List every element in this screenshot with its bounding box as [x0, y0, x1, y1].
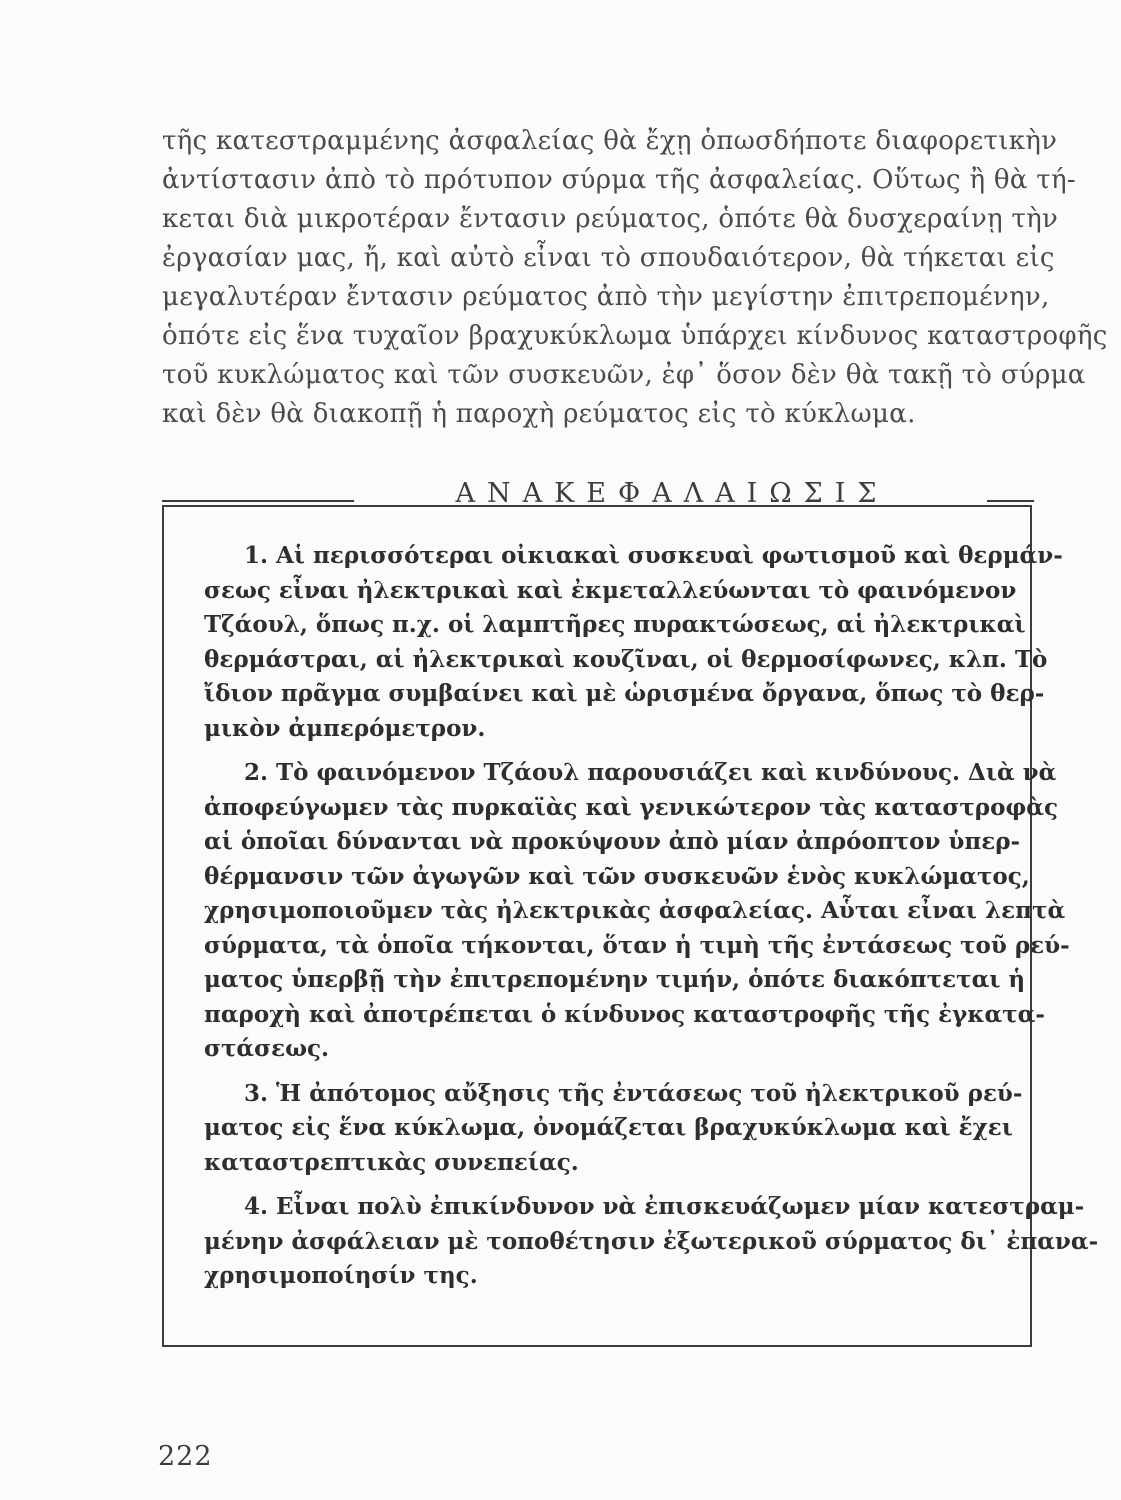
summary-item-1: [204, 539, 1063, 746]
intro-line-text: ὁπότε εἰς ἕνα τυχαῖον βραχυκύκλωμα ὑπάρχει κίνδυνος καταστροφῆς: [162, 321, 1108, 351]
summary-item-line: ἴδιον πρᾶγμα συμβαίνει καὶ μὲ ὡρισμένα ὄργανα, ὅπως τὸ θερ-: [204, 680, 1045, 707]
intro-line: [162, 200, 1059, 239]
summary-item-line: μένην ἀσφάλειαν μὲ τοποθέτησιν ἐξωτερικοῦ σύρματος δι᾽ ἐπανα-: [204, 1227, 1099, 1255]
heading-rule-right: [987, 500, 1034, 502]
summary-item-line: Τζάουλ, ὅπως π.χ. οἱ λαμπτῆρες πυρακτώσεως, αἱ ἠλεκτρικαὶ: [204, 611, 1026, 638]
summary-item-line: σύρματα, τὰ ὁποῖα τήκονται, ὅταν ἡ τιμὴ τῆς ἐντάσεως τοῦ ρεύ-: [204, 931, 1070, 959]
summary-item-line: θέρμανσιν τῶν ἀγωγῶν καὶ τῶν συσκευῶν ἑνὸς κυκλώματος,: [204, 862, 1030, 890]
summary-item-3: [204, 1077, 1023, 1181]
summary-item-line: ἀποφεύγωμεν τὰς πυρκαϊὰς καὶ γενικώτερον τὰς καταστροφὰς: [204, 793, 1058, 821]
summary-item-line: καταστρεπτικὰς συνεπείας.: [204, 1148, 579, 1176]
intro-line: [162, 317, 1108, 356]
summary-item-line: μικὸν ἀμπερόμετρον.: [204, 714, 486, 742]
summary-item-line: παροχὴ καὶ ἀποτρέπεται ὁ κίνδυνος καταστροφῆς τῆς ἐγκατα-: [204, 1000, 1045, 1028]
summary-item-line: στάσεως.: [204, 1035, 329, 1062]
intro-line-text: ἀντίστασιν ἀπὸ τὸ πρότυπον σύρμα τῆς ἀσφαλείας. Οὕτως ἢ θὰ τή-: [162, 165, 1076, 195]
summary-item-4: [204, 1190, 1099, 1294]
summary-item-line: 4. Εἶναι πολὺ ἐπικίνδυνον νὰ ἐπισκευάζωμεν μίαν κατεστραμ-: [244, 1193, 1085, 1220]
intro-line-text: κεται διὰ μικροτέραν ἔντασιν ρεύματος, ὁπότε θὰ δυσχεραίνῃ τὴν: [162, 204, 1059, 234]
intro-line: [162, 239, 1055, 278]
intro-line-text: ἐργασίαν μας, ἤ, καὶ αὐτὸ εἶναι τὸ σπουδαιότερον, θὰ τήκεται εἰς: [162, 243, 1055, 273]
intro-paragraph: [162, 122, 1108, 434]
heading-rule-left: [162, 500, 354, 502]
summary-box: [162, 505, 1099, 1347]
intro-line-text: μεγαλυτέραν ἔντασιν ρεύματος ἀπὸ τὴν μεγίστην ἐπιτρεπομένην,: [162, 282, 1050, 312]
summary-item-line: χρησιμοποίησίν της.: [204, 1262, 478, 1289]
summary-item-line: ματος ὑπερβῇ τὴν ἐπιτρεπομένην τιμήν, ὁπότε διακόπτεται ἡ: [204, 966, 1026, 993]
summary-item-line: 3. Ἡ ἀπότομος αὔξησις τῆς ἐντάσεως τοῦ ἠλεκτρικοῦ ρεύ-: [244, 1079, 1023, 1107]
summary-item-line: αἱ ὁποῖαι δύνανται νὰ προκύψουν ἀπὸ μίαν ἀπρόοπτον ὑπερ-: [204, 828, 1021, 855]
summary-items: [204, 539, 1099, 1304]
intro-line: [162, 395, 1032, 434]
page-number: 222: [158, 1441, 213, 1472]
summary-item-2: [204, 756, 1070, 1067]
summary-item-line: 1. Αἱ περισσότεραι οἰκιακαὶ συσκευαὶ φωτισμοῦ καὶ θερμάν-: [244, 542, 1063, 569]
intro-line: [162, 356, 1086, 395]
summary-item-line: σεως εἶναι ἠλεκτρικαὶ καὶ ἐκμεταλλεύωνται τὸ φαινόμενον: [204, 576, 1017, 604]
summary-item-line: 2. Τὸ φαινόμενον Τζάουλ παρουσιάζει καὶ κινδύνους. Διὰ νὰ: [244, 759, 1057, 786]
summary-item-line: ματος εἰς ἕνα κύκλωμα, ὀνομάζεται βραχυκύκλωμα καὶ ἔχει: [204, 1114, 1013, 1141]
intro-line: [162, 161, 1076, 200]
summary-item-line: θερμάστραι, αἱ ἠλεκτρικαὶ κουζῖναι, οἱ θερμοσίφωνες, κλπ. Τὸ: [204, 645, 1048, 673]
summary-item-line: χρησιμοποιοῦμεν τὰς ἠλεκτρικὰς ἀσφαλείας. Αὗται εἶναι λεπτὰ: [204, 897, 1066, 924]
intro-line: [162, 122, 1058, 161]
summary-title: ΑΝΑΚΕΦΑΛΑΙΩΣΙΣ: [455, 478, 889, 509]
intro-line-text: τῆς κατεστραμμένης ἀσφαλείας θὰ ἔχῃ ὁπωσδήποτε διαφορετικὴν: [162, 126, 1058, 156]
intro-line: [162, 278, 1050, 317]
intro-line-text: καὶ δὲν θὰ διακοπῇ ἡ παροχὴ ρεύματος εἰς τὸ κύκλωμα.: [162, 399, 916, 429]
intro-line-text: τοῦ κυκλώματος καὶ τῶν συσκευῶν, ἐφ᾽ ὅσον δὲν θὰ τακῇ τὸ σύρμα: [162, 360, 1086, 390]
